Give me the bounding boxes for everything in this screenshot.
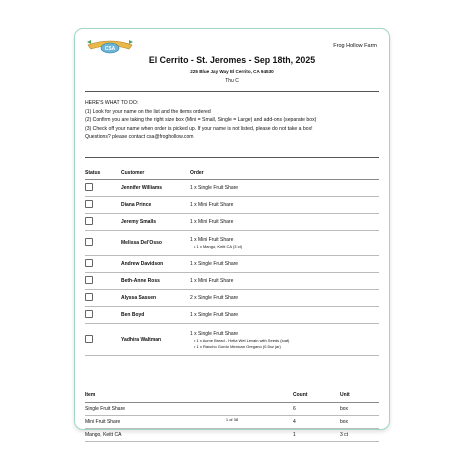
instruction-step: (2) Confirm you are taking the right size box (Mini = Small, Single = Large) and add-ons (separate box) [85, 117, 317, 124]
pickup-checkbox[interactable] [85, 259, 93, 267]
table-row [85, 256, 379, 273]
customer-header: Customer [111, 166, 190, 180]
customer-name: Ben Boyd [111, 307, 190, 324]
order-item: 1 x Single Fruit Share [190, 256, 379, 273]
pickup-checkbox[interactable] [85, 276, 93, 284]
pickup-checkbox[interactable] [85, 310, 93, 318]
order-item: 1 x Single Fruit Share [190, 307, 379, 324]
customer-name: Jeremy Smalls [111, 214, 190, 231]
item-unit: box [340, 403, 379, 416]
table-row [85, 180, 379, 197]
summary-table [85, 388, 379, 442]
customer-name: Jennifer Williams [111, 180, 190, 197]
item-count: 6 [293, 403, 340, 416]
addon-item: • 1 x Rancho Gordo Mexican Oregano (0.5oz jar) [194, 344, 379, 349]
instructions [85, 99, 385, 142]
item-count: 4 [293, 416, 340, 429]
customer-name: Alyssa Sassen [111, 290, 190, 307]
item-header: Item [85, 388, 293, 403]
pickup-sheet [74, 28, 390, 438]
customer-name: Andrew Davidson [111, 256, 190, 273]
item-name: Mini Fruit Share [85, 416, 293, 429]
table-row [85, 231, 379, 256]
customer-name: Yadhira Waltman [111, 324, 190, 356]
table-row [85, 403, 379, 416]
order-header: Order [190, 166, 379, 180]
status-header: Status [85, 166, 111, 180]
pickup-checkbox[interactable] [85, 293, 93, 301]
addon-item: • 1 x Acme Bread - Hella Wet Levain with Seeds (loaf) [194, 338, 379, 343]
customer-name: Beth-Anne Ross [111, 273, 190, 290]
order-cell [190, 231, 379, 256]
order-item: 2 x Single Fruit Share [190, 290, 379, 307]
table-row [85, 273, 379, 290]
orders-header-row [85, 166, 379, 180]
unit-header: Unit [340, 388, 379, 403]
pickup-checkbox[interactable] [85, 200, 93, 208]
order-item: 1 x Mini Fruit Share [190, 197, 379, 214]
customer-name: Diana Prince [111, 197, 190, 214]
table-row [85, 307, 379, 324]
table-row [85, 197, 379, 214]
order-cell [190, 324, 379, 356]
order-item: 1 x Mini Fruit Share [190, 273, 379, 290]
addon-item: • 1 x Mango, Keitt CA (3 ct) [194, 244, 379, 249]
order-item: 1 x Mini Fruit Share [190, 214, 379, 231]
pickup-checkbox[interactable] [85, 238, 93, 246]
table-row [85, 429, 379, 442]
item-count: 1 [293, 429, 340, 442]
table-row [85, 290, 379, 307]
pickup-checkbox[interactable] [85, 183, 93, 191]
item-unit: 3 ct [340, 429, 379, 442]
divider [85, 91, 379, 92]
item-name: Mango, Keitt CA [85, 429, 293, 442]
divider [85, 157, 379, 158]
order-item: 1 x Single Fruit Share [190, 180, 379, 197]
pickup-day: Thu C [225, 78, 239, 84]
contact-line: Questions? please contact csa@froghollow.com [85, 134, 194, 141]
page-title: El Cerrito - St. Jeromes - Sep 18th, 2025 [148, 55, 316, 65]
location-address: 225 Blue Jay Way El Cerrito, CA 94530 [190, 69, 274, 74]
pickup-checkbox[interactable] [85, 217, 93, 225]
farm-name: Frog Hollow Farm [333, 43, 377, 49]
table-row [85, 214, 379, 231]
customer-name: Melissa Del'Osso [111, 231, 190, 256]
table-row [85, 324, 379, 356]
item-unit: box [340, 416, 379, 429]
orders-table [85, 166, 379, 356]
item-name: Single Fruit Share [85, 403, 293, 416]
instruction-step: (1) Look for your name on the list and the items ordered [85, 108, 211, 115]
summary-header-row [85, 388, 379, 403]
count-header: Count [293, 388, 340, 403]
instructions-heading: HERE'S WHAT TO DO: [85, 100, 139, 106]
page-number: 1 of 38 [225, 417, 239, 422]
svg-text:CSA: CSA [104, 46, 116, 52]
instruction-step: (3) Check off your name when order is picked up. If your name is not listed, please do not take a box! [85, 125, 313, 132]
farm-logo [85, 36, 135, 55]
order-item: 1 x Mini Fruit Share [190, 237, 234, 243]
pickup-checkbox[interactable] [85, 335, 93, 343]
order-item: 1 x Single Fruit Share [190, 330, 239, 337]
